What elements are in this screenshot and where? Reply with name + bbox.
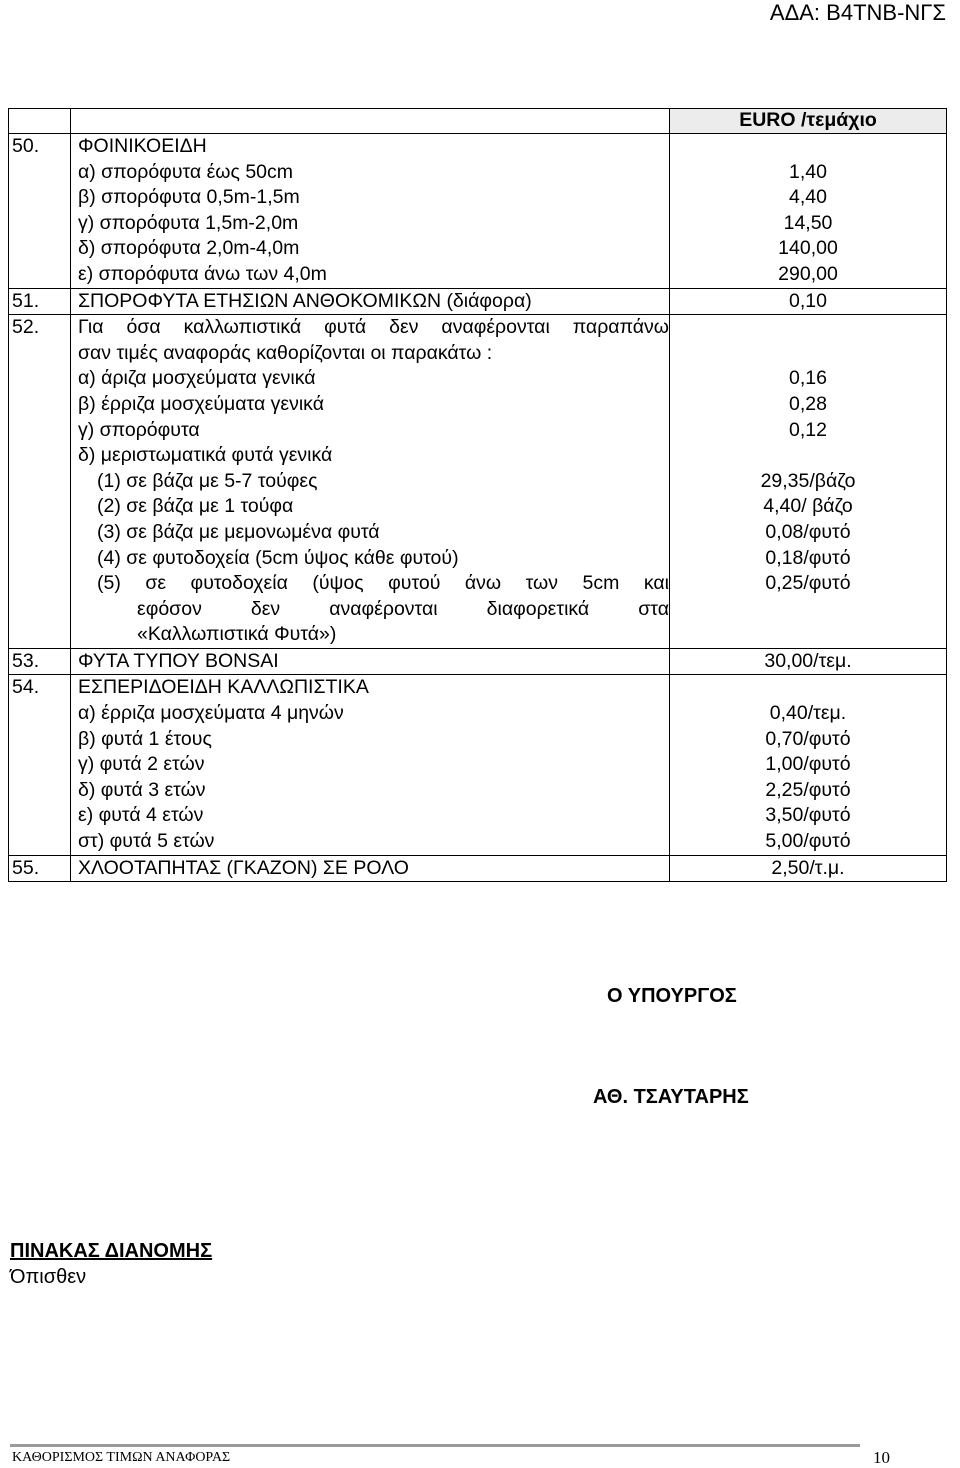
- table-row: [9, 648, 947, 675]
- item-description: (1) σε βάζα με 5-7 τούφες: [97, 469, 318, 492]
- item-price: 0,08/φυτό: [765, 520, 851, 543]
- row-description: [71, 315, 670, 649]
- item-price: 3,50/φυτό: [765, 804, 851, 827]
- item-description: ε) φυτά 4 ετών: [78, 804, 204, 827]
- signature-name: ΑΘ. ΤΣΑΥΤΑΡΗΣ: [593, 1086, 749, 1108]
- item-description: (4) σε φυτοδοχεία (5cm ύψος κάθε φυτού): [97, 546, 459, 569]
- distribution-note: Όπισθεν: [10, 1266, 87, 1288]
- row-price: [670, 648, 947, 675]
- item-price: 1,40: [789, 160, 827, 183]
- row-number-text: 53.: [12, 649, 40, 672]
- signature-title: Ο ΥΠΟΥΡΓΟΣ: [607, 985, 737, 1007]
- row-description: [71, 134, 670, 289]
- row-number: [9, 675, 71, 855]
- row-description: [71, 855, 670, 882]
- row-number: [9, 315, 71, 649]
- item-description: δ) φυτά 3 ετών: [78, 778, 206, 801]
- row-number: [9, 648, 71, 675]
- row-description: [71, 648, 670, 675]
- row-description: [71, 288, 670, 315]
- document-id: ΑΔΑ: Β4ΤΝΒ-ΝΓΣ: [769, 0, 946, 25]
- item-price: 14,50: [783, 211, 833, 234]
- item-description: ε) σπορόφυτα άνω των 4,0m: [78, 262, 327, 285]
- item-price: 4,40/ βάζο: [763, 495, 853, 518]
- row-number-text: 52.: [12, 316, 40, 339]
- item-description: γ) σπορόφυτα: [78, 418, 200, 441]
- table-row: [9, 134, 947, 289]
- item-price: [670, 134, 946, 160]
- item-price: 0,70/φυτό: [765, 727, 851, 750]
- item-description: στ) φυτά 5 ετών: [78, 830, 215, 853]
- item-price: [670, 597, 946, 623]
- item-description: γ) σπορόφυτα 1,5m-2,0m: [78, 211, 299, 234]
- row-number: [9, 134, 71, 289]
- item-description: γ) φυτά 2 ετών: [78, 753, 205, 776]
- item-description: (2) σε βάζα με 1 τούφα: [97, 495, 294, 518]
- item-price: 1,00/φυτό: [765, 753, 851, 776]
- currency-header: EURO /τεμάχιο: [670, 109, 947, 134]
- item-description: (5) σε φυτοδοχεία (ύψος φυτού άνω των 5cm και: [97, 572, 669, 595]
- item-price: 0,40/τεμ.: [769, 702, 847, 725]
- item-description: εφόσον δεν αναφέρονται διαφορετικά στα: [137, 597, 669, 620]
- item-description: β) φυτά 1 έτους: [78, 727, 212, 750]
- table-header-row: [9, 109, 947, 134]
- row-price: [670, 134, 947, 289]
- item-description: β) έρριζα μοσχεύματα γενικά: [78, 392, 324, 415]
- footer-title: ΚΑΘΟΡΙΣΜΟΣ ΤΙΜΩΝ ΑΝΑΦΟΡΑΣ: [12, 1450, 231, 1465]
- item-price: 2,25/φυτό: [765, 778, 851, 801]
- item-price: 29,35/βάζο: [760, 469, 856, 492]
- item-description: α) σπορόφυτα έως 50cm: [78, 160, 294, 183]
- header-blank-num: [9, 109, 71, 134]
- item-price: 290,00: [778, 262, 838, 285]
- row-description: [71, 675, 670, 855]
- item-price: 5,00/φυτό: [765, 830, 851, 853]
- row-price: [670, 288, 947, 315]
- item-price: 0,25/φυτό: [765, 572, 851, 595]
- item-description: ΧΛΟΟΤΑΠΗΤΑΣ (ΓΚΑΖΟΝ) ΣΕ ΡΟΛΟ: [78, 856, 409, 879]
- row-price: [670, 675, 947, 855]
- item-description: δ) μεριστωματικά φυτά γενικά: [78, 444, 333, 467]
- table-row: [9, 675, 947, 855]
- item-description: «Καλλωπιστικά Φυτά»): [137, 623, 337, 646]
- item-description: α) έρριζα μοσχεύματα 4 μηνών: [78, 702, 344, 725]
- item-description: (3) σε βάζα με μεμονωμένα φυτά: [97, 520, 380, 543]
- row-number: [9, 288, 71, 315]
- row-number-text: 50.: [12, 135, 40, 157]
- item-description: ΣΠΟΡΟΦΥΤΑ ΕΤΗΣΙΩΝ ΑΝΘΟΚΟΜΙΚΩΝ (διάφορα): [78, 289, 532, 312]
- item-description: δ) σπορόφυτα 2,0m-4,0m: [78, 237, 300, 260]
- row-number-text: 51.: [12, 289, 40, 312]
- item-description: ΦΟΙΝΙΚΟΕΙΔΗ: [78, 135, 207, 157]
- item-price: [670, 315, 946, 341]
- item-price: 30,00/τεμ.: [764, 649, 852, 672]
- item-price: [670, 341, 946, 367]
- item-price: [670, 622, 946, 648]
- item-description: ΦΥΤΑ ΤΥΠΟΥ BONSAI: [78, 649, 279, 672]
- item-price: [670, 675, 946, 701]
- item-price: 0,10: [789, 289, 827, 312]
- page-number: 10: [873, 1448, 890, 1467]
- item-description: Για όσα καλλωπιστικά φυτά δεν αναφέρονται παραπάνω: [78, 316, 669, 339]
- item-price: 4,40: [789, 186, 827, 209]
- item-price: 140,00: [778, 237, 838, 260]
- row-number-text: 55.: [12, 856, 40, 879]
- item-description: β) σπορόφυτα 0,5m-1,5m: [78, 186, 300, 209]
- item-description: α) άριζα μοσχεύματα γενικά: [78, 367, 316, 390]
- item-price: 0,12: [789, 418, 827, 441]
- item-price: 2,50/τ.μ.: [771, 856, 845, 879]
- table-row: [9, 315, 947, 649]
- table-row: [9, 288, 947, 315]
- item-price: 0,28: [789, 392, 827, 415]
- item-price: 0,18/φυτό: [765, 546, 851, 569]
- row-number-text: 54.: [12, 676, 40, 699]
- row-price: [670, 855, 947, 882]
- table-row: [9, 855, 947, 882]
- row-number: [9, 855, 71, 882]
- footer-divider: [10, 1444, 860, 1447]
- item-description: σαν τιμές αναφοράς καθορίζονται οι παρακάτω :: [78, 341, 493, 364]
- row-price: [670, 315, 947, 649]
- item-description: ΕΣΠΕΡΙΔΟΕΙΔΗ ΚΑΛΛΩΠΙΣΤΙΚΑ: [78, 676, 369, 699]
- item-price: [670, 443, 946, 469]
- price-table: [8, 108, 947, 882]
- header-blank-desc: [71, 109, 670, 134]
- item-price: 0,16: [789, 367, 827, 390]
- distribution-heading: ΠΙΝΑΚΑΣ ΔΙΑΝΟΜΗΣ: [10, 1240, 213, 1262]
